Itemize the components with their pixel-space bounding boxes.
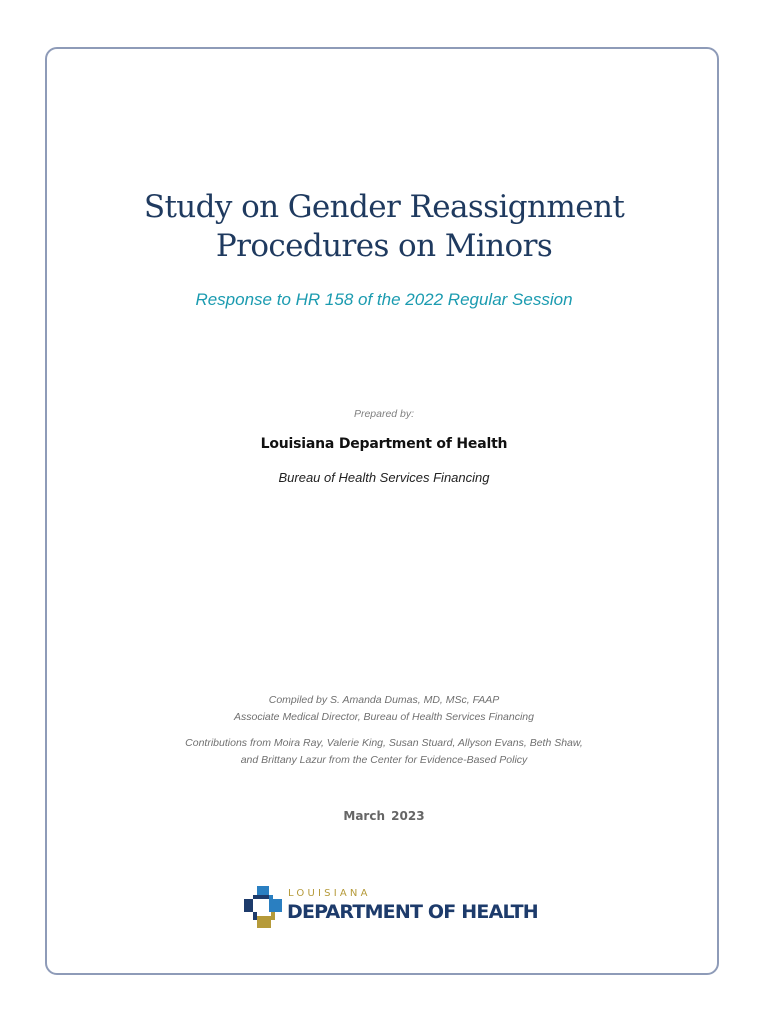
contrib-line-2: and Brittany Lazur from the Center for Evidence-Based Policy	[240, 754, 528, 766]
organization-name: Louisiana Department of Health	[260, 436, 508, 452]
document-date: March 2023	[343, 809, 425, 823]
compiled-by	[0, 692, 768, 726]
title-line-1: Study on Gender Reassignment	[143, 189, 625, 225]
logo-state-name: LOUISIANA	[288, 888, 371, 899]
contrib-line-1: Contributions from Moira Ray, Valerie King, Susan Stuard, Allyson Evans, Beth Shaw,	[185, 737, 583, 749]
prepared-by-label: Prepared by:	[353, 408, 415, 420]
document-subtitle: Response to HR 158 of the 2022 Regular Session	[195, 290, 573, 309]
contributions	[0, 735, 768, 769]
compiled-line-2: Associate Medical Director, Bureau of Health Services Financing	[234, 711, 534, 723]
compiled-line-1: Compiled by S. Amanda Dumas, MD, MSc, FAAP	[268, 694, 500, 706]
document-title	[0, 188, 768, 266]
title-line-2: Procedures on Minors	[215, 228, 553, 264]
bureau-name: Bureau of Health Services Financing	[278, 470, 490, 485]
ldh-logo	[244, 886, 538, 932]
page-border	[45, 47, 719, 975]
cross-logo-icon	[244, 886, 282, 928]
logo-department-name: DEPARTMENT OF HEALTH	[287, 901, 538, 923]
